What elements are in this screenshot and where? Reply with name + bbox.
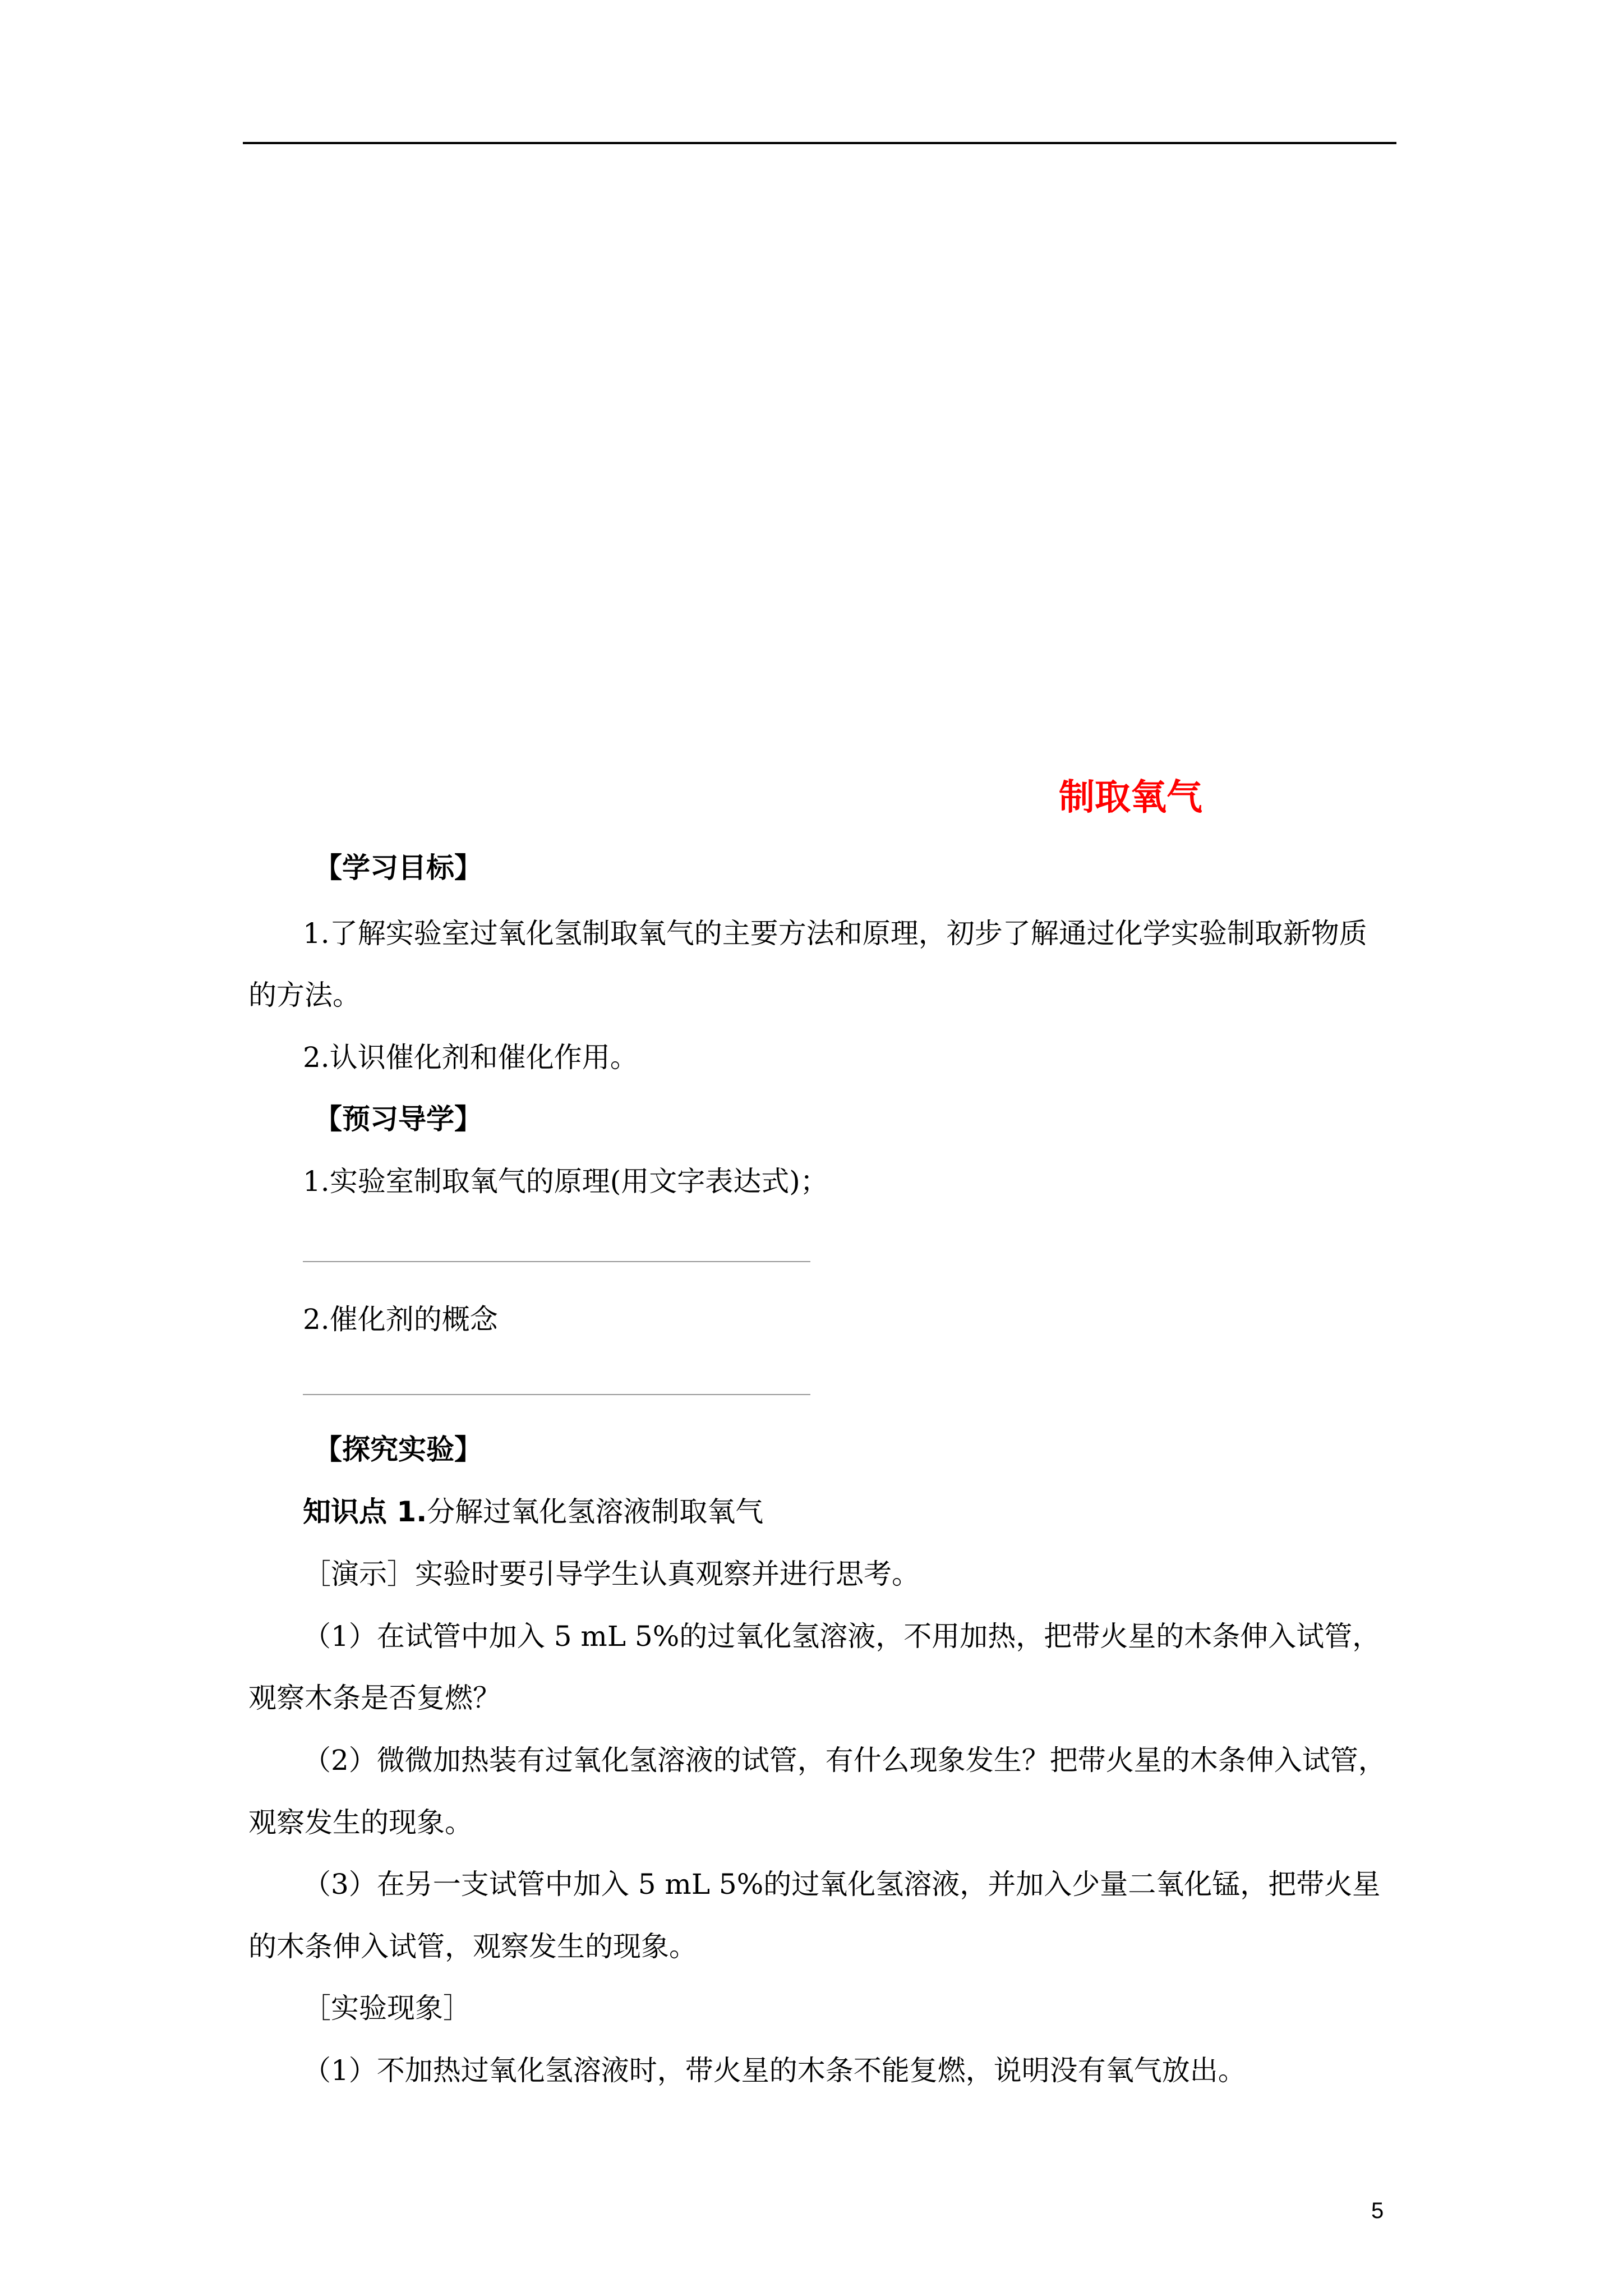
step3-line2: 的木条伸入试管，观察发生的现象。 xyxy=(248,1930,697,1963)
objective-1-line2: 的方法。 xyxy=(248,979,361,1011)
preview-1: 1.实验室制取氧气的原理(用文字表达式)； xyxy=(303,1165,828,1198)
objectives-heading: 【学习目标】 xyxy=(314,852,482,884)
phenomena-heading: ［实验现象］ xyxy=(303,1992,471,2024)
explore-heading: 【探究实验】 xyxy=(314,1433,482,1466)
page-number: 5 xyxy=(1371,2198,1384,2223)
knowledge-point-1 xyxy=(303,1494,763,1530)
objective-1-line1: 1.了解实验室过氧化氢制取氧气的主要方法和原理，初步了解通过化学实验制取新物质 xyxy=(303,917,1367,950)
phenomenon-1: （1）不加热过氧化氢溶液时，带火星的木条不能复燃，说明没有氧气放出。 xyxy=(303,2054,1246,2087)
page-title: 制取氧气 xyxy=(1059,777,1202,818)
header-rule xyxy=(243,142,1396,144)
preview-2: 2.催化剂的概念 xyxy=(303,1303,498,1336)
preview-heading: 【预习导学】 xyxy=(314,1103,482,1135)
step2-line2: 观察发生的现象。 xyxy=(248,1806,473,1839)
knowledge-point-text: 分解过氧化氢溶液制取氧气 xyxy=(427,1496,764,1528)
step2-line1: （2）微微加热装有过氧化氢溶液的试管，有什么现象发生？把带火星的木条伸入试管， xyxy=(303,1744,1386,1777)
step3-line1: （3）在另一支试管中加入 5 mL 5%的过氧化氢溶液，并加入少量二氧化锰，把带火星 xyxy=(303,1868,1381,1901)
answer-blank-1 xyxy=(303,1261,810,1262)
answer-blank-2 xyxy=(303,1394,810,1395)
objective-2: 2.认识催化剂和催化作用。 xyxy=(303,1041,638,1074)
step1-line2: 观察木条是否复燃？ xyxy=(248,1682,501,1714)
knowledge-point-label: 知识点 1. xyxy=(303,1496,427,1528)
demo-line: ［演示］实验时要引导学生认真观察并进行思考。 xyxy=(303,1558,920,1590)
step1-line1: （1）在试管中加入 5 mL 5%的过氧化氢溶液，不用加热，把带火星的木条伸入试管， xyxy=(303,1620,1381,1653)
